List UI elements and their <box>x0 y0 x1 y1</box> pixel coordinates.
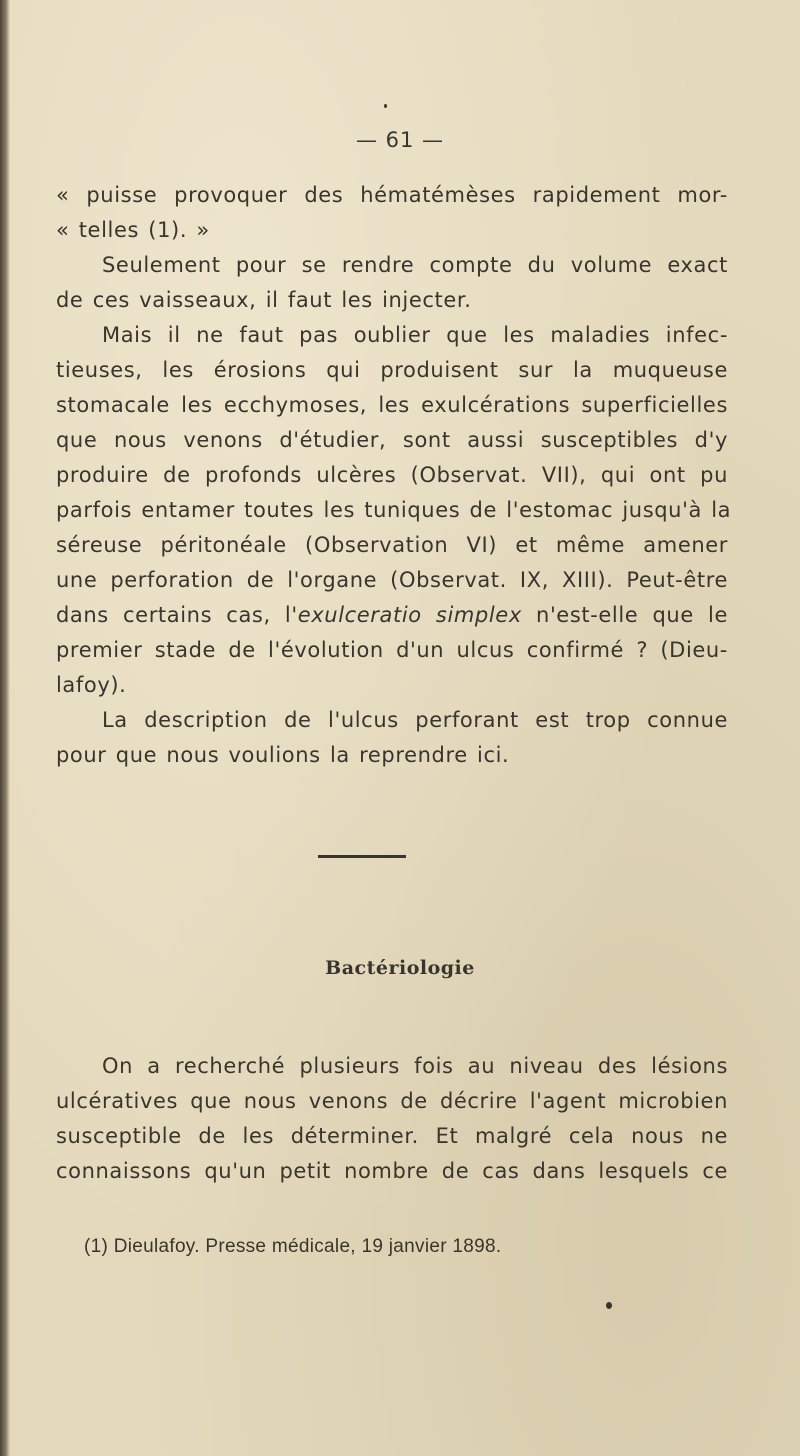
text-line: « puisse provoquer des hématémèses rapidement mor- <box>56 183 728 207</box>
text-line: une perforation de l'organe (Observat. IX, XIII). Peut-être <box>56 568 728 592</box>
text-line: ulcératives que nous venons de décrire l'agent microbien <box>56 1089 728 1113</box>
text-line: La description de l'ulcus perforant est trop connue <box>102 708 728 732</box>
text-line: pour que nous voulions la reprendre ici. <box>56 743 510 767</box>
text-line-segment: dans certains cas, l' <box>56 603 298 627</box>
text-line: Seulement pour se rendre compte du volume exact <box>102 253 728 277</box>
text-line: Mais il ne faut pas oublier que les maladies infec- <box>102 323 728 347</box>
text-line: « telles (1). » <box>56 218 210 242</box>
text-line: de ces vaisseaux, il faut les injecter. <box>56 288 472 312</box>
text-line: parfois entamer toutes les tuniques de l'estomac jusqu'à la <box>56 498 732 522</box>
text-line: stomacale les ecchymoses, les exulcérations superficielles <box>56 393 728 417</box>
section-heading: Bactériologie <box>325 957 475 979</box>
page-number: — 61 — <box>355 128 445 152</box>
text-line: tieuses, les érosions qui produisent sur la muqueuse <box>56 358 728 382</box>
text-line <box>56 598 728 633</box>
body-text-block-1 <box>56 178 732 773</box>
text-line-segment: n'est-elle que le <box>521 603 728 627</box>
text-line: produire de profonds ulcères (Observat. VII), qui ont pu <box>56 463 728 487</box>
section-divider-rule <box>318 855 406 858</box>
page-binding-edge <box>0 0 10 1456</box>
text-line: On a recherché plusieurs fois au niveau des lésions <box>102 1054 728 1078</box>
text-line: séreuse péritonéale (Observation VI) et même amener <box>56 533 728 557</box>
text-line: premier stade de l'évolution d'un ulcus confirmé ? (Dieu- <box>56 638 728 662</box>
body-text-block-2 <box>56 1049 728 1189</box>
text-line: que nous venons d'étudier, sont aussi susceptibles d'y <box>56 428 728 452</box>
ink-speck <box>606 1302 612 1309</box>
text-line: lafoy). <box>56 673 127 697</box>
text-line: susceptible de les déterminer. Et malgré cela nous ne <box>56 1124 728 1148</box>
italic-latin-term: exulceratio simplex <box>297 603 522 627</box>
footnote: (1) Dieulafoy. Presse médicale, 19 janvier 1898. <box>84 1236 502 1257</box>
text-line: connaissons qu'un petit nombre de cas dans lesquels ce <box>56 1159 728 1183</box>
ink-speck <box>384 104 387 108</box>
